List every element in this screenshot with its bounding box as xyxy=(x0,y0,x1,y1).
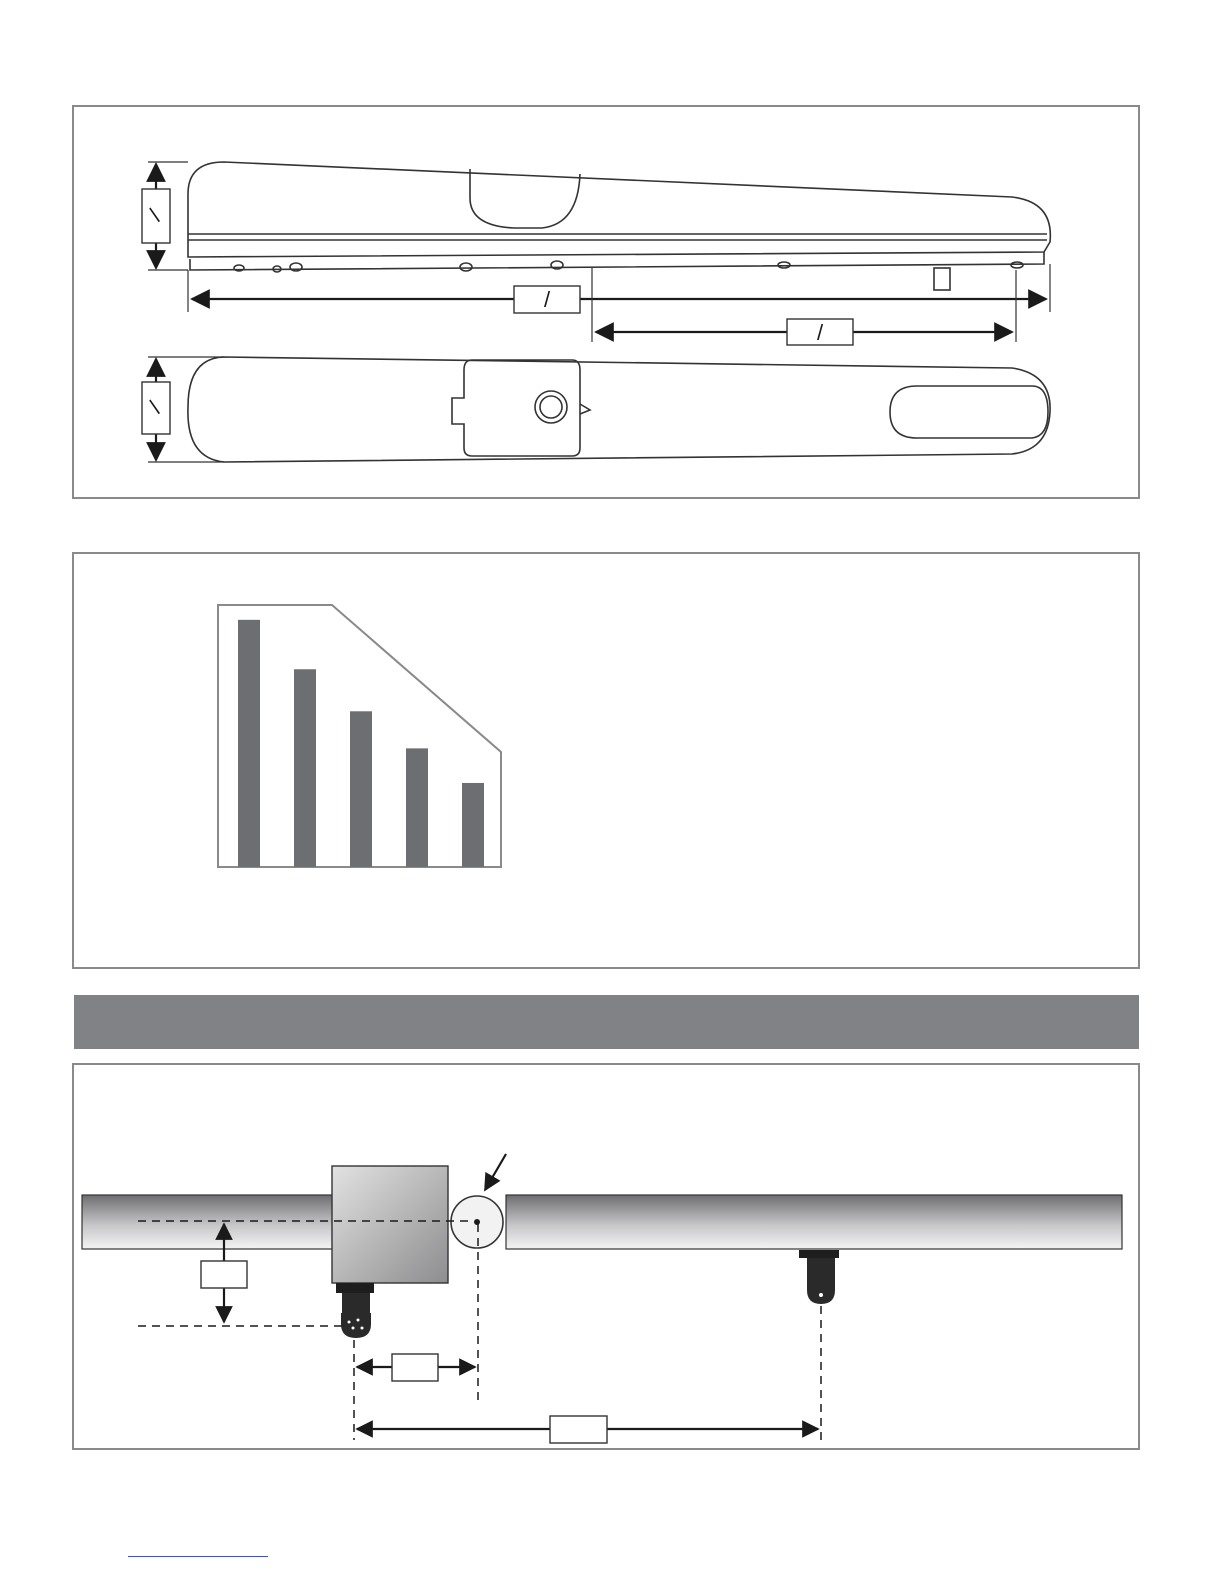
stroke-label: / xyxy=(816,320,824,345)
bar-1 xyxy=(238,620,260,867)
height-side-label: / xyxy=(143,204,167,226)
installation-drawing xyxy=(74,1065,1138,1448)
stroke-dimension xyxy=(592,268,1016,345)
operator-side-view xyxy=(188,162,1050,290)
rear-bracket xyxy=(336,1283,374,1338)
dimensions-panel xyxy=(72,105,1140,499)
operator-top-view xyxy=(188,357,1050,462)
footer-link[interactable] xyxy=(128,1556,268,1557)
installation-panel xyxy=(72,1063,1140,1450)
dimensions-drawing xyxy=(74,107,1138,497)
height-side-dimension xyxy=(142,162,188,270)
height-top-label: / xyxy=(143,396,167,418)
bar-5 xyxy=(462,783,484,867)
total-length-dimension xyxy=(188,264,1050,313)
left-beam xyxy=(82,1195,334,1249)
total-length-label: / xyxy=(543,287,551,312)
bar-4 xyxy=(406,748,428,867)
bar-2 xyxy=(294,669,316,867)
pillar-box xyxy=(332,1166,448,1283)
hinge-pointer-arrow xyxy=(485,1154,506,1190)
bar-chart xyxy=(74,554,1138,967)
hinge-pivot xyxy=(474,1219,480,1225)
offset-dimension xyxy=(357,1354,475,1381)
bar-3 xyxy=(350,711,372,867)
gate-leaf xyxy=(506,1195,1122,1249)
front-bracket xyxy=(799,1250,839,1304)
chart-panel xyxy=(72,552,1140,969)
distance-dimension xyxy=(357,1416,818,1443)
section-band xyxy=(74,995,1139,1049)
reference-lines xyxy=(138,1221,821,1440)
